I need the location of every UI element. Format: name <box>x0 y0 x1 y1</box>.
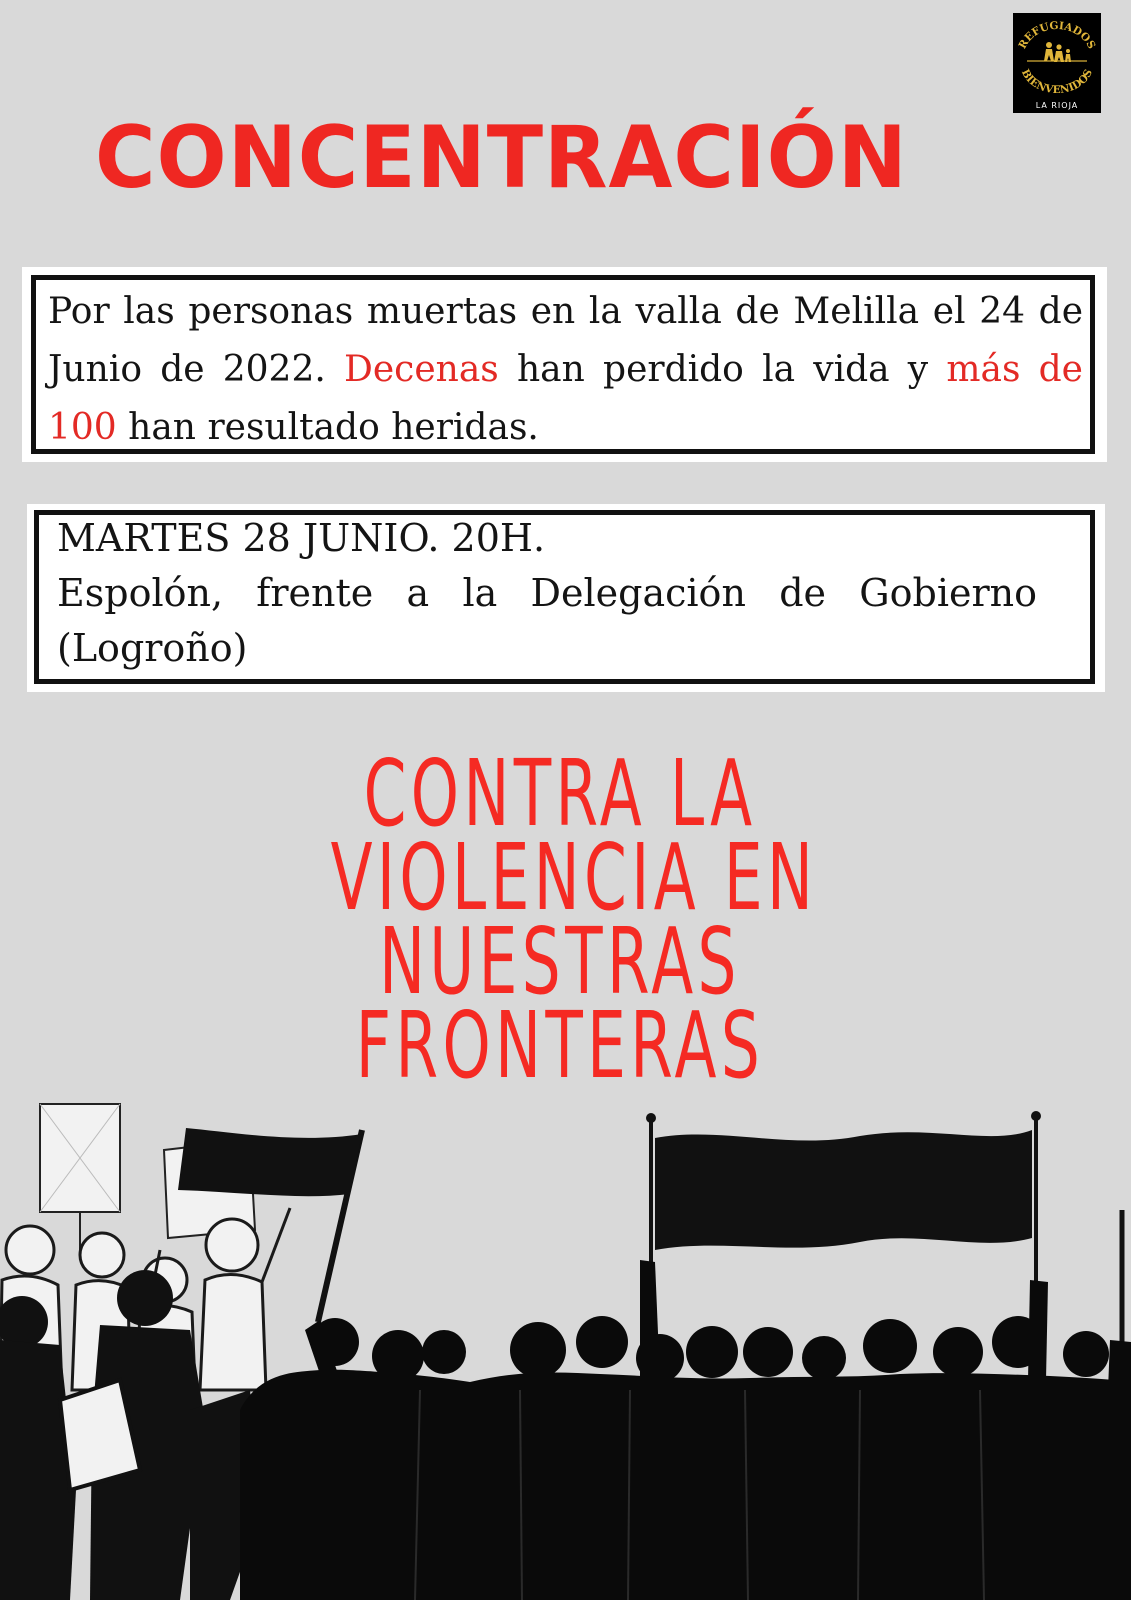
info-text-part1: Por las personas muertas en la valla de Melilla el 24 de Junio de 2022. <box>48 291 1083 390</box>
logo-graphic <box>1013 13 1101 113</box>
refugee-family-icon <box>1044 42 1071 62</box>
placard-sign <box>40 1104 120 1250</box>
info-highlight-mas-de-100: más de 100 <box>48 349 1083 448</box>
slogan-line-2: VIOLENCIA EN <box>330 824 818 931</box>
black-banner <box>646 1111 1041 1330</box>
page-title: CONCENTRACIÓN <box>95 108 908 208</box>
svg-text:REFUGIADOS: REFUGIADOS <box>1016 19 1098 51</box>
info-text-part2: han perdido la vida y <box>498 349 947 390</box>
event-location: Espolón, frente a la Delegación de Gobierno (Logroño) <box>57 571 1037 670</box>
info-highlight-decenas: Decenas <box>344 349 499 390</box>
info-text <box>48 283 1083 457</box>
crowd-silhouette <box>240 1260 1131 1600</box>
refugiados-bienvenidos-logo <box>1013 13 1101 113</box>
svg-text:BIENVENIDOS: BIENVENIDOS <box>1018 67 1096 97</box>
logo-place: LA RIOJA <box>1035 101 1079 110</box>
slogan-line-1: CONTRA LA <box>363 740 757 847</box>
slogan-line-4: FRONTERAS <box>355 992 765 1099</box>
protest-crowd-illustration <box>0 1090 1131 1600</box>
slogan <box>330 740 818 1099</box>
info-text-part3: han resultado heridas. <box>116 407 539 448</box>
event-datetime: MARTES 28 JUNIO. 20H. <box>57 516 546 560</box>
event-details <box>57 511 1037 676</box>
slogan-line-3: NUESTRAS <box>379 908 741 1015</box>
